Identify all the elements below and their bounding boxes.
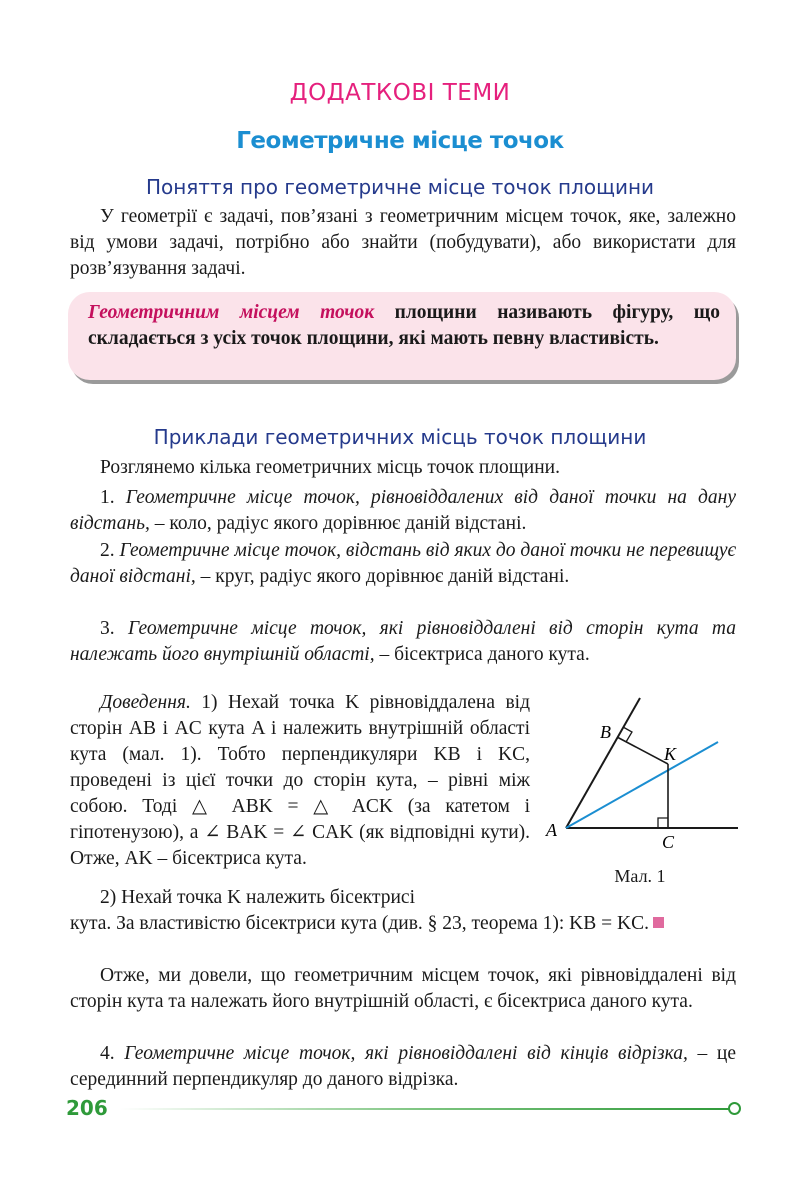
proof-part-1: [70, 690, 530, 872]
example-3-italic: Геометричне місце точок, які рівновіддалені від сторін кута та належать його внутрішній області,: [70, 618, 737, 665]
ray-AB: [566, 698, 640, 828]
proof-part-2b: [70, 911, 736, 937]
right-angle-mark-C: [658, 818, 668, 828]
example-4-rest: – це серединний перпендикуляр до даного відрізка.: [70, 1043, 737, 1090]
perpendicular-KB: [617, 737, 668, 764]
example-1-number: 1.: [100, 487, 115, 508]
example-3-number: 3.: [100, 618, 115, 639]
label-K: K: [664, 744, 677, 764]
intro-paragraph: У геометрії є задачі, пов’язані з геометричним місцем точок, яке, залежно від умови задачі, потрібно або знайти (побудувати), або використати для розв’язування задачі.: [70, 206, 736, 279]
proof-body-2: кута. За властивістю бісектриси кута (див. § 23, теорема 1): KB = KC.: [70, 913, 649, 934]
example-4: [70, 1041, 736, 1093]
definition-text: [88, 300, 720, 352]
section-label: ДОДАТКОВІ ТЕМИ: [289, 80, 511, 106]
example-2-rest: – круг, радіус якого дорівнює даній відстані.: [195, 566, 570, 587]
example-3-rest: – бісектриса даного кута.: [374, 644, 590, 665]
example-4-italic: Геометричне місце точок, які рівновіддалені від кінців відрізка,: [124, 1043, 688, 1064]
example-2-number: 2.: [100, 540, 115, 561]
page-title: Геометричне місце точок: [236, 128, 564, 154]
examples-intro: Розглянемо кілька геометричних місць точок площини.: [100, 457, 560, 478]
subtitle-examples: Приклади геометричних місць точок площини: [153, 425, 647, 449]
footer-rule: [120, 1108, 732, 1110]
right-angle-mark-B: [623, 727, 632, 742]
definition-term: Геометричним місцем точок: [88, 302, 375, 323]
label-A: A: [546, 820, 557, 840]
proof-part-2a: 2) Нехай точка K належить бісектрисі: [100, 887, 416, 908]
definition-body: площини називають фігуру, що складається з усіх точок площини, які мають певну властивість.: [88, 302, 720, 349]
page-number: 206: [66, 1096, 108, 1120]
example-4-number: 4.: [100, 1043, 115, 1064]
example-1-rest: – коло, радіус якого дорівнює даній відстані.: [149, 513, 527, 534]
subtitle-concept: Поняття про геометричне місце точок площини: [145, 175, 655, 199]
example-3: [70, 616, 736, 668]
footer-ring-icon: [728, 1102, 741, 1115]
figure-caption: Мал. 1: [614, 866, 666, 886]
proof-label: Доведення.: [100, 692, 191, 713]
example-2: [70, 538, 736, 590]
label-C: C: [662, 832, 675, 852]
example-1: [70, 485, 736, 537]
label-B: B: [600, 722, 611, 742]
conclusion: Отже, ми довели, що геометричним місцем точок, які рівновіддалені від сторін кута та належать його внутрішній області, є бісектриса даного кута.: [70, 965, 736, 1012]
bisector-AK: [566, 742, 718, 828]
example-1-italic: Геометричне місце точок, рівновіддалених від даної точки на дану відстань,: [70, 487, 736, 534]
example-2-italic: Геометричне місце точок, відстань від яких до даної точки не перевищує даної відстані,: [70, 540, 736, 587]
proof-body-1: 1) Нехай точка K рівновіддалена від сторін AB і AC кута A і належить внутрішній області кута (мал. 1). Тобто перпендикуляри KB і KC, проведені із цієї точки до сторін кута, – рівні між собою. Тоді △ ABK = △ ACK (за катетом і гіпотенузою), а ∠ BAK = ∠ CAK (як відповідні кути). Отже, AK – бісектриса кута.: [70, 692, 530, 869]
figure-angle-bisector: [540, 690, 740, 860]
qed-mark: [653, 917, 664, 928]
